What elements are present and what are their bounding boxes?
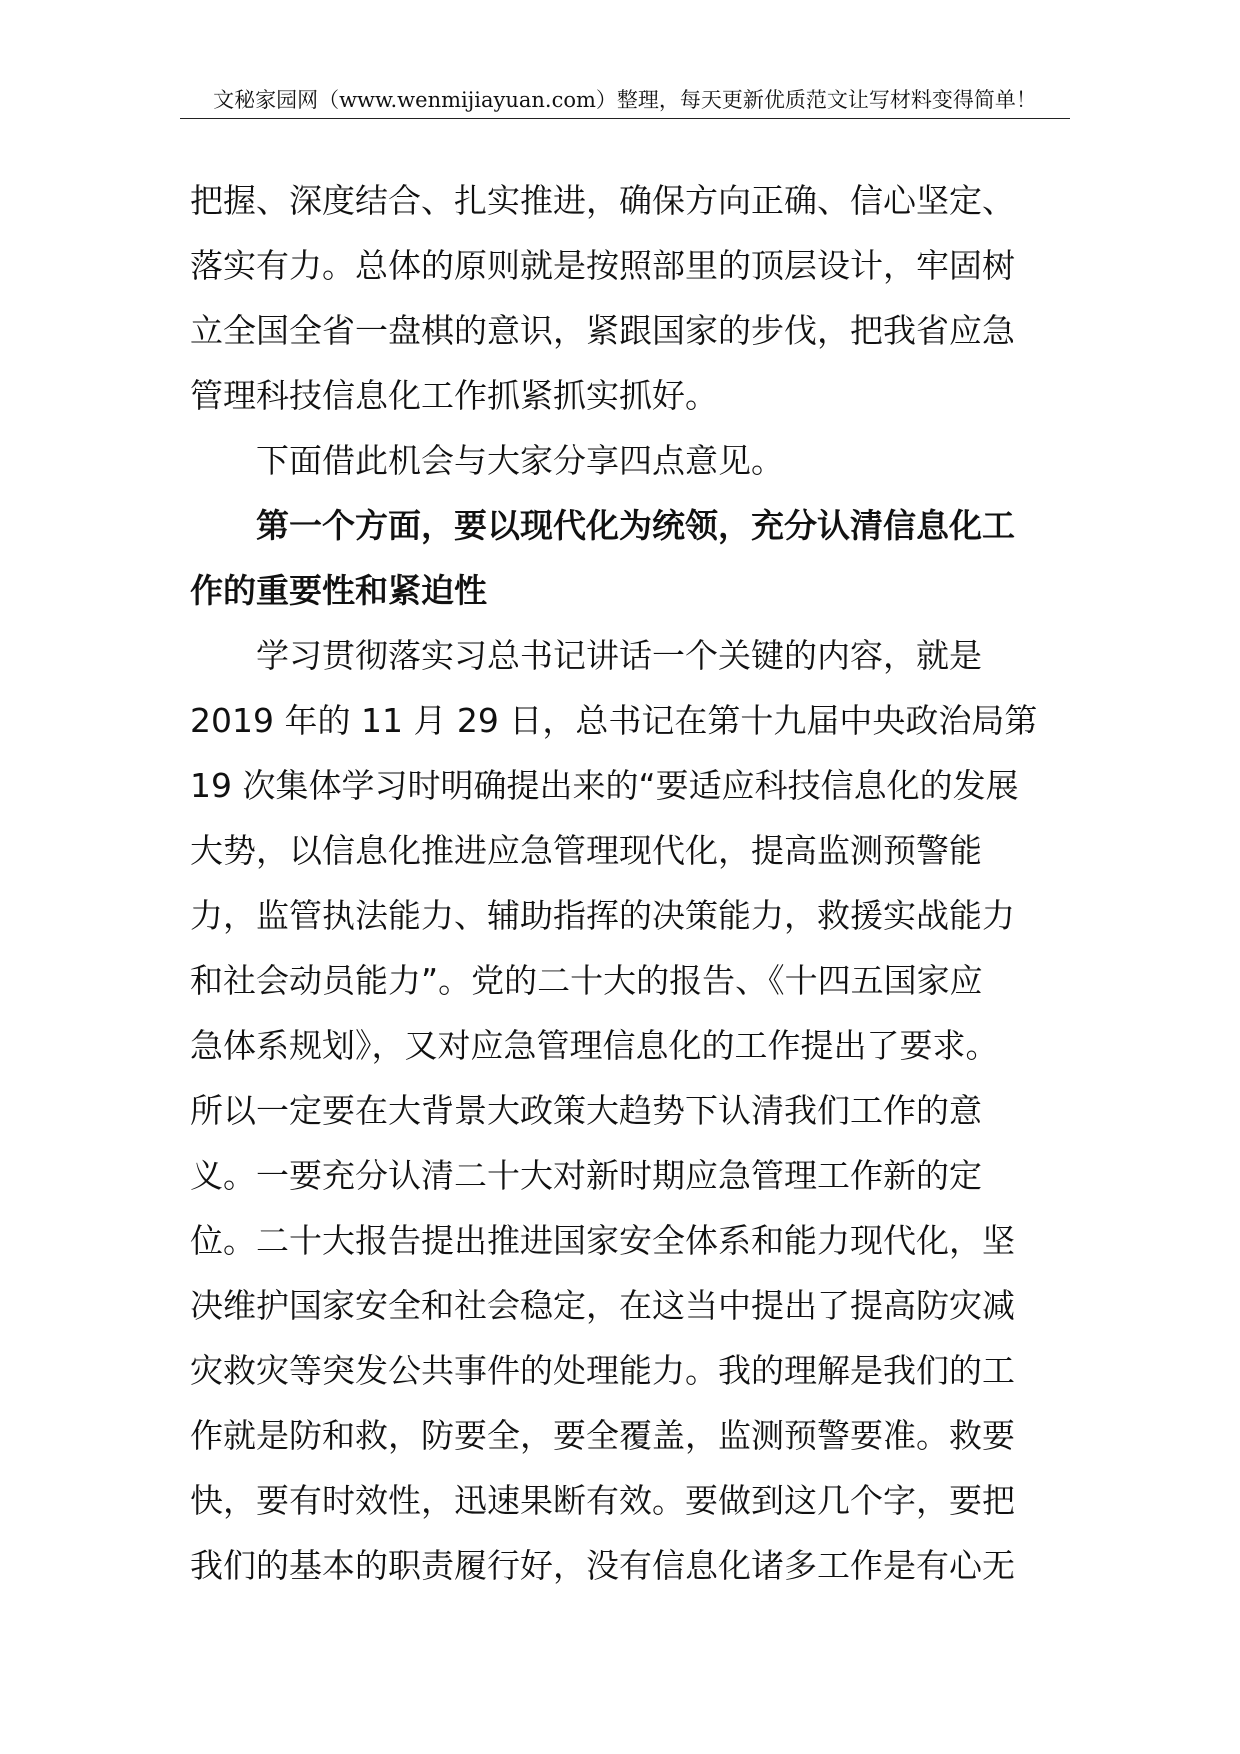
paragraph-line: 落实有力。总体的原则就是按照部里的顶层设计，牢固树: [190, 246, 1015, 285]
paragraph-line: 位。二十大报告提出推进国家安全体系和能力现代化，坚: [190, 1221, 1015, 1260]
paragraph-line: 2019 年的 11 月 29 日，总书记在第十九届中央政治局第: [190, 701, 1038, 740]
paragraph-line: 决维护国家安全和社会稳定，在这当中提出了提高防灾减: [190, 1286, 1015, 1325]
paragraph-line: 力，监管执法能力、辅助指挥的决策能力，救援实战能力: [190, 896, 1015, 935]
section-heading-line: 第一个方面，要以现代化为统领，充分认清信息化工: [256, 506, 1015, 545]
paragraph-line: 我们的基本的职责履行好，没有信息化诸多工作是有心无: [190, 1546, 1015, 1585]
paragraph-line: 下面借此机会与大家分享四点意见。: [256, 441, 784, 480]
paragraph-line: 19 次集体学习时明确提出来的“要适应科技信息化的发展: [190, 766, 1019, 805]
paragraph-line: 管理科技信息化工作抓紧抓实抓好。: [190, 376, 718, 415]
paragraph-line: 义。一要充分认清二十大对新时期应急管理工作新的定: [190, 1156, 982, 1195]
header-rule: [180, 118, 1070, 119]
section-heading-line: 作的重要性和紧迫性: [190, 571, 487, 610]
paragraph-line: 灾救灾等突发公共事件的处理能力。我的理解是我们的工: [190, 1351, 1015, 1390]
page-header: 文秘家园网（www.wenmijiayuan.com）整理，每天更新优质范文让写材料变得简单！: [213, 88, 1037, 112]
paragraph-line: 所以一定要在大背景大政策大趋势下认清我们工作的意: [190, 1091, 982, 1130]
paragraph-line: 急体系规划》，又对应急管理信息化的工作提出了要求。: [190, 1026, 999, 1065]
paragraph-line: 快，要有时效性，迅速果断有效。要做到这几个字，要把: [190, 1481, 1015, 1520]
paragraph-line: 立全国全省一盘棋的意识，紧跟国家的步伐，把我省应急: [190, 311, 1015, 350]
document-body: [190, 168, 1070, 1598]
paragraph-line: 作就是防和救，防要全，要全覆盖，监测预警要准。救要: [190, 1416, 1015, 1455]
paragraph-line: 大势，以信息化推进应急管理现代化，提高监测预警能: [190, 831, 982, 870]
paragraph-line: 学习贯彻落实习总书记讲话一个关键的内容，就是: [256, 636, 982, 675]
paragraph-line: 把握、深度结合、扎实推进，确保方向正确、信心坚定、: [190, 181, 1015, 220]
paragraph-line: 和社会动员能力”。党的二十大的报告、《十四五国家应: [190, 961, 983, 1000]
